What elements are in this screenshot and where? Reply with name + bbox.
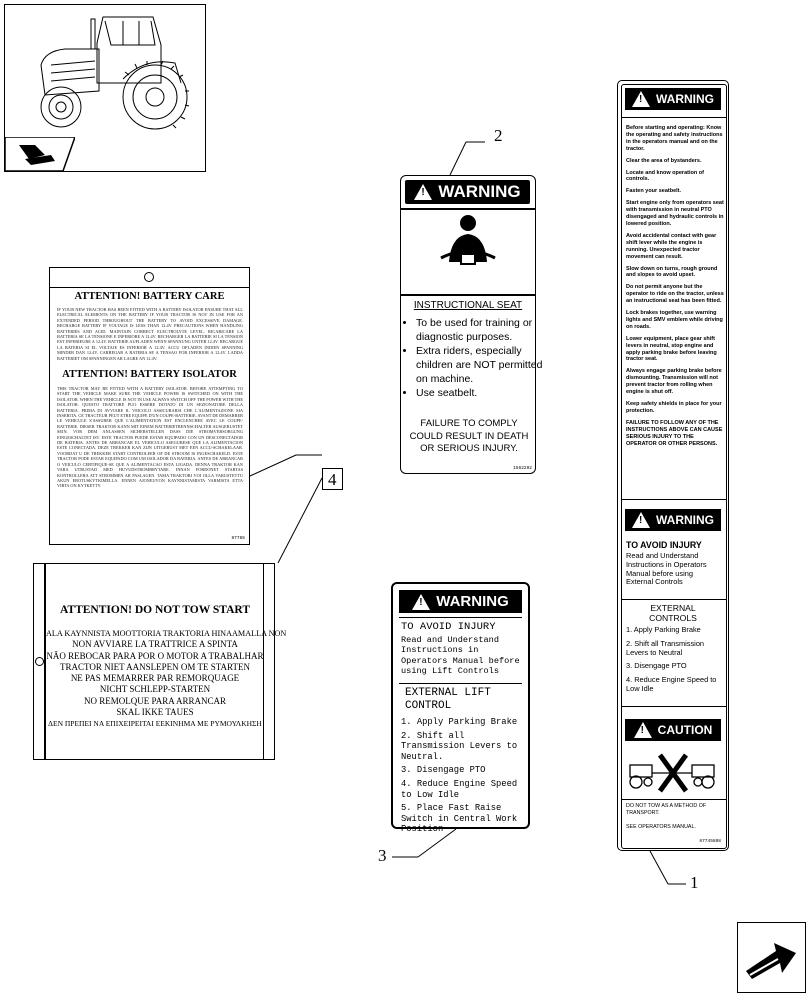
tall-ext-step: 1. Apply Parking Brake [626,625,701,634]
tall-item: Lower equipment, place gear shift levers in neutral, stop engine and apply parking brake before leaving tractor seat. [626,335,717,363]
tow-title: ATTENTION! DO NOT TOW START [59,604,251,616]
tall-caution-item: DO NOT TOW AS A METHOD OF TRANSPORT. [626,803,707,816]
tow-line: NÃO REBOCAR PARA POR O MOTOR A TRABALHAR [46,650,264,661]
tow-line: NE PAS MEMARRER PAR REMORQUAGE [70,673,240,684]
next-page-button[interactable] [737,922,806,993]
tall-decal-code: 87745808 [699,839,721,844]
tall-item: Clear the area of bystanders. [626,157,702,164]
tall-item: Keep safety shields in place for your protection. [626,401,722,414]
tow-line: NO REMOLQUE PARA ARRANCAR [84,695,226,706]
leader-1-diag [650,851,668,884]
tall-item: Fasten your seatbelt. [626,188,682,195]
tall-avoid-text: Read and Understand Instructions in Operators Manual before using External Controls [626,551,707,587]
tall-warning2-label: WARNING [656,513,714,527]
seat-warning-label: WARNING [438,182,521,201]
battery-care-title: ATTENTION! BATTERY CARE [74,291,225,302]
leader-3-diag [418,829,456,857]
tall-item: Do not permit anyone but the operator to ride on the tractor, unless an instructional seat has been fitted. [626,284,724,305]
tall-caution-item: SEE OPERATORS MANUAL. [626,824,696,831]
tall-item: Before starting and operating: Know the operating and safety instructions in the operators manual and on the tractor. [626,125,723,152]
seat-heading: INSTRUCTIONAL SEAT [413,300,523,311]
leader-4c [278,478,322,563]
callout-4: 4 [328,470,337,489]
lift-warning-label: WARNING [436,593,509,610]
tow-line: TRACTOR NIET AANSLEPEN OM TE STARTEN [60,661,250,672]
battery-decal-code: 87765 [231,536,245,541]
tow-line: SKAL IKKE TAUES [116,707,194,718]
lift-step: 2. Shift all Transmission Levers to Neutral. [401,730,518,762]
tow-line: ΔΕΝ ΠΡΕΠΕΙ ΝΑ ΕΠΙΧΕΙΡΕΙΤΑΙ ΕΕΚΙΝΗΜΑ ΜΕ ΡΥΜΟΥΛΚΗΣΗ [48,719,262,729]
seat-footer: FAILURE TO COMPLY COULD RESULT IN DEATH OR SERIOUS INJURY. [409,418,529,454]
lift-step: 5. Place Fast Raise Switch in Central Work Position [401,803,518,835]
tall-avoid-heading: TO AVOID INJURY [626,540,702,550]
lift-step: 1. Apply Parking Brake [401,717,518,727]
leader-4a [250,455,296,476]
seat-bullet: • Extra riders, especially children are NOT permitted on machine. [416,344,544,386]
tow-line: NICHT SCHLEPP-STARTEN [99,684,211,695]
tall-warning-label: WARNING [656,92,714,106]
tall-ext-heading: EXTERNAL CONTROLS [649,603,697,623]
seat-decal-code: 1562292 [513,466,532,471]
callout-3: 3 [378,846,387,865]
lift-step: 4. Reduce Engine Speed to Low Idle [401,778,518,800]
callout-2: 2 [494,126,503,145]
battery-care-text: IF YOUR NEW TRACTOR HAS BEEN FITTED WITH A BATTERY ISOLATOR ENSURE THAT ALL ELECTRICAL ELEMENTS ON THE BATTERY IF YOUR TRACTOR IS NOT IN USE FOR AN EXTENDED PERIOD THROUGHOUT THE BATTERY TO AVOID EXCESSIVE DAMAGE. RECHARGE BATTERY IF VOLTAGE IS LESS THAN 12.4V. PRECAUTIONS WHEN HANDLING BATTERIES AND ACID. MAINTAIN CORRECT ELECTROLYTE LEVEL. RICARICARE LA BATTERIA SE LA TENSIONE E INFERIORE A 12.4V. RECHARGER LA BATTERIE SI LA TENSION EST INFERIEURE A 12.4V. BATTERIE AUFLADEN WENN SPANNUNG UNTER 12.4V. RECARGUE LA BATERIA SI EL VOLTAJE ES INFERIOR A 12.4V. ACCU OPLADEN INDIEN SPANNING MINDER DAN 12.4V. CARREGAR A BATERIA SE A TENSAO FOR INFERIOR A 12.4V. LADDA BATTERIET OM SPANNINGEN AR LAGRE AN 12.4V. [57,307,243,361]
lift-avoid-text: Read and Understand Instructions in Operators Manual before using Lift Controls [401,635,520,676]
lift-avoid-heading: TO AVOID INJURY [401,621,496,633]
tow-line: NON AVVIARE LA TRATTRICE A SPINTA [72,639,238,650]
tall-item: Slow down on turns, rough ground and slopes to avoid upset. [626,265,718,279]
tall-failure: FAILURE TO FOLLOW ANY OF THE INSTRUCTIONS ABOVE CAN CAUSE SERIOUS INJURY TO THE OPERATOR OR OTHER PERSONS. [626,419,723,447]
tall-item: Start engine only from operators seat with transmission in neutral PTO disengaged and hydraulic controls in lowered position. [626,200,724,227]
arrow-icon [738,923,804,991]
callout-4-box [322,468,343,490]
battery-isolator-text: THIS TRACTOR MAY BE FITTED WITH A BATTERY ISOLATOR. BEFORE ATTEMPTING TO START THE VEHICLE MAKE SURE THE VEHICLE POWER IS SWITCHED ON WITH THE ISOLATOR. WHEN THE VEHICLE IS NOT IN USE ALWAYS SWITCH OFF THE POWER WITH THE ISOLATOR. QUESTO TRATTORE PUO ESSERE DOTATO DI UN SEZIONATORE DELLA BATTERIA. PRIMA DI AVVIARE IL VEICOLO ASSICURARSI CHE L'ALIMENTAZIONE SIA INSERITA. CE TRACTEUR PEUT ETRE EQUIPE D'UN COUPE-BATTERIE. AVANT DE DEMARRER LE VEHICULE S'ASSURER QUE L'ALIMENTATION EST ENCLENCHEE AVEC LE COUPE-BATTERIE. DIESER TRAKTOR KANN MIT EINEM BATTERIETRENNSCHALTER AUSGERUSTET SEIN. VOR DEM ANLASSEN SICHERSTELLEN DASS DIE STROMVERSORGUNG EINGESCHALTET IST. ESTE TRACTOR PUEDE ESTAR EQUIPADO CON UN DESCONECTADOR DE BATERIA. ANTES DE ARRANCAR EL VEHICULO ASEGURESE QUE LA ALIMENTACION ESTE CONECTADA. DEZE TREKKER KAN ZIJN UITGERUST MET EEN ACCU-SCHAKELAAR. VOORDAT U DE TREKKER START CONTROLEER OF DE STROOM IS INGESCHAKELD. ESTE TRACTOR PODE ESTAR EQUIPADO COM UM ISOLADOR DA BATERIA. ANTES DE ARRANCAR O VEICULO CERTIFIQUE-SE QUE A ALIMENTACAO ESTA LIGADA. DENNA TRAKTOR KAN VARA UTRUSTAD MED HUVUDSTROMBRYTARE. INNAN FORDONET STARTAS KONTROLLERA ATT STROMMEN AR PASLAGEN. TAMA TRAKTORI VOI OLLA VARUSTETTU AKUN EROTUSKYTKIMELLA. ENNEN AJONEUVON KAYNNISTAMISTA VARMISTA ETTA VIRTA ON KYTKETTY. [57,386,243,489]
tall-item: Avoid accidental contact with gear shift lever while the engine is running. Unexpected tractor movement can result. [626,232,717,260]
lift-step: 3. Disengage PTO [401,765,486,776]
seat-bullet: • To be used for training or diagnostic purposes. [416,316,544,344]
seat-bullet: • Use seatbelt. [416,386,544,400]
battery-isolator-title: ATTENTION! BATTERY ISOLATOR [62,369,237,380]
tall-caution-label: CAUTION [657,723,713,737]
tow-line: ALA KAYNNISTA MOOTTORIA TRAKTORIA HINAAMALLA NON [46,629,287,638]
lift-heading: EXTERNAL LIFT CONTROL [405,687,491,712]
tall-ext-step: 2. Shift all Transmission Levers to Neutral [626,638,705,657]
leader-2-diag [450,142,466,175]
tall-item: Always engage parking brake before dismounting. Transmission will not prevent tractor from rolling when engine is shut off. [626,368,722,396]
tall-ext-step: 4. Reduce Engine Speed to Low Idle [626,675,717,693]
tall-ext-step: 3. Disengage PTO [626,661,687,671]
callout-1: 1 [690,873,699,892]
tall-item: Locate and know operation of controls. [626,169,704,183]
tall-item: Lock brakes together, use warning lights and SMV emblem while driving on roads. [626,310,723,330]
